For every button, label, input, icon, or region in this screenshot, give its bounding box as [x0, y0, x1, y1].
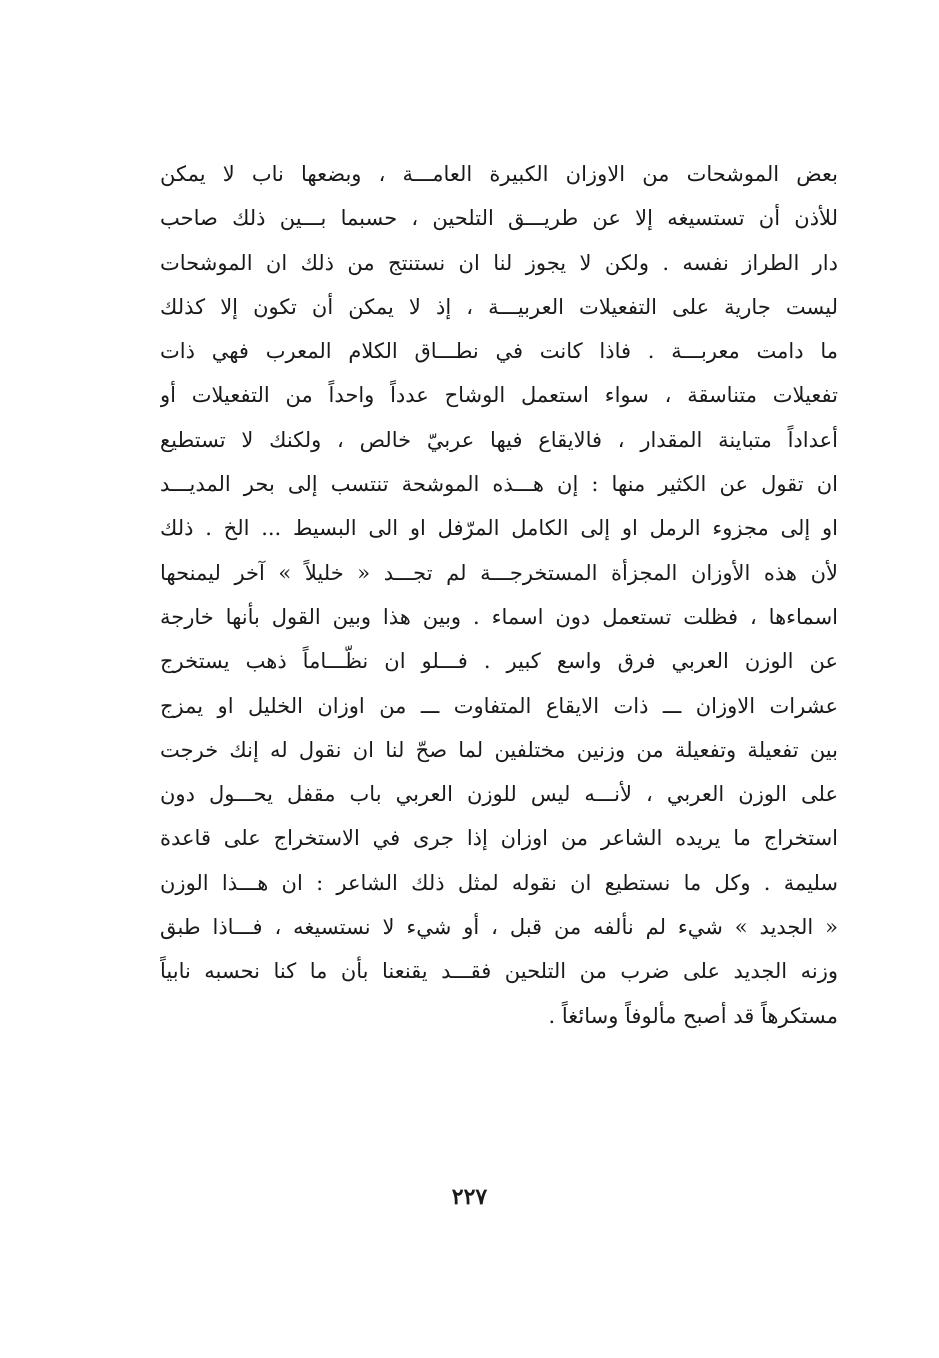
text-line-2: للأذن أن تستسيغه إلا عن طريـــق التلحين ، حسبما بـــين ذلك صاحب — [160, 206, 838, 231]
text-line-5: ما دامت معربـــة . فاذا كانت في نطـــاق الكلام المعرب فهي ذات — [160, 339, 838, 364]
text-line-12: عن الوزن العربي فرق واسع كبير . فـــلو ان نظّـــاماً ذهب يستخرج — [160, 649, 838, 674]
text-line-4: ليست جارية على التفعيلات العربيـــة ، إذ لا يمكن أن تكون إلا كذلك — [160, 294, 838, 319]
text-line-14: بين تفعيلة وتفعيلة من وزنين مختلفين لما صحّ لنا ان نقول له إنك خرجت — [160, 737, 838, 762]
text-line-20: مستكرهاً قد أصبح مألوفاً وسائغاً . — [548, 1003, 838, 1028]
text-line-19: وزنه الجديد على ضرب من التلحين فقـــد يقنعنا بأن ما كنا نحسبه نابياً — [160, 959, 838, 984]
text-line-6: تفعيلات متناسقة ، سواء استعمل الوشاح عدداً واحداً من التفعيلات أو — [160, 383, 838, 408]
text-line-16: استخراج ما يريده الشاعر من اوزان إذا جرى في الاستخراج على قاعدة — [160, 826, 838, 851]
text-line-3: دار الطراز نفسه . ولكن لا يجوز لنا ان نستنتج من ذلك ان الموشحات — [160, 250, 838, 275]
text-line-10: لأن هذه الأوزان المجزأة المستخرجـــة لم تجـــد « خليلاً » آخر ليمنحها — [160, 560, 838, 585]
text-line-9: او إلى مجزوء الرمل او إلى الكامل المرّفل او الى البسيط ... الخ . ذلك — [160, 516, 838, 541]
text-line-13: عشرات الاوزان ـــ ذات الايقاع المتفاوت ـــ من اوزان الخليل او يمزج — [160, 693, 838, 718]
text-line-7: أعداداً متباينة المقدار ، فالايقاع فيها عربيّ خالص ، ولكنك لا تستطيع — [160, 427, 838, 452]
text-line-11: اسماءها ، فظلت تستعمل دون اسماء . وبين هذا وبين القول بأنها خارجة — [160, 604, 838, 629]
text-line-17: سليمة . وكل ما نستطيع ان نقوله لمثل ذلك الشاعر : ان هـــذا الوزن — [160, 870, 838, 895]
page-number: ٢٢٧ — [451, 1184, 488, 1210]
text-line-15: على الوزن العربي ، لأنـــه ليس للوزن العربي باب مقفل يحـــول دون — [160, 782, 838, 807]
text-line-8: ان تقول عن الكثير منها : إن هـــذه الموشحة تنتسب إلى بحر المديـــد — [160, 472, 838, 497]
text-line-18: « الجديد » شيء لم نألفه من قبل ، أو شيء لا نستسيغه ، فـــاذا طبق — [160, 915, 838, 940]
text-line-1: بعض الموشحات من الاوزان الكبيرة العامـــة ، وبضعها ناب لا يمكن — [160, 162, 838, 186]
body-text — [160, 152, 838, 1038]
